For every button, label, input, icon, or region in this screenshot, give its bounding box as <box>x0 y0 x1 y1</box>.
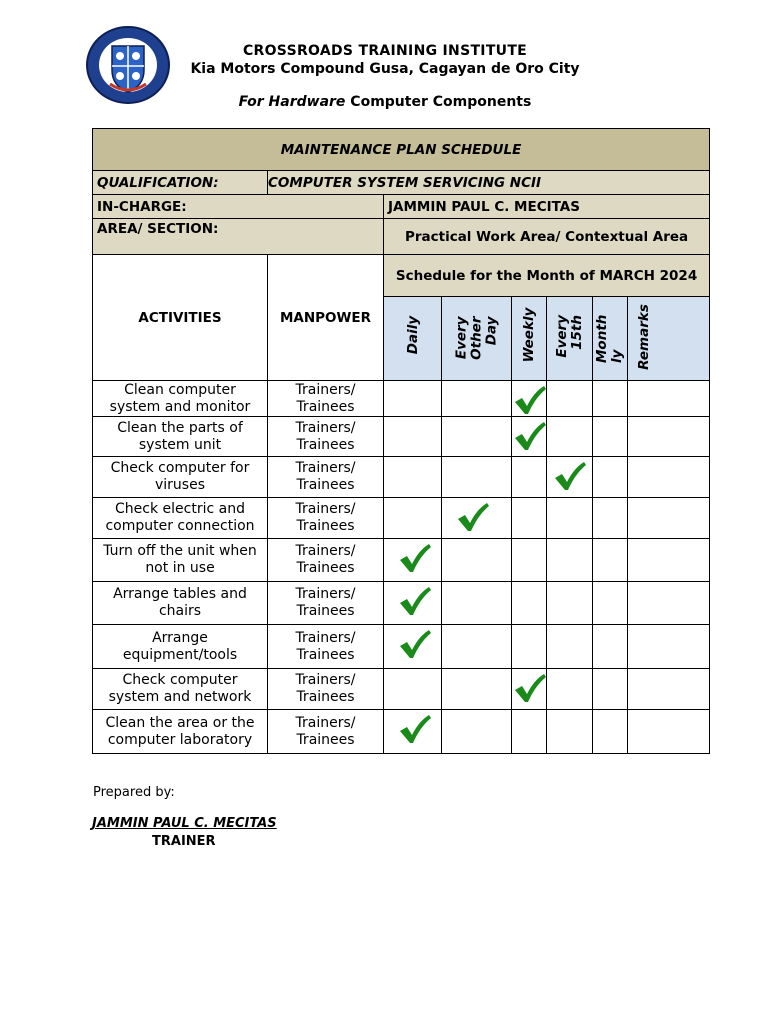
frequency-cell <box>384 539 442 582</box>
manpower-cell: Trainers/ Trainees <box>268 539 384 582</box>
frequency-cell <box>547 498 593 539</box>
frequency-cell <box>442 539 512 582</box>
table-row <box>93 417 710 457</box>
activity-cell: Turn off the unit when not in use <box>93 539 268 582</box>
table-row <box>93 669 710 710</box>
freq-remarks <box>628 297 710 381</box>
check-icon <box>398 585 432 617</box>
table-row <box>93 625 710 669</box>
activity-cell: Check computer for viruses <box>93 457 268 498</box>
subtitle-italic: For Hardware <box>238 94 346 110</box>
manpower-cell: Trainers/ Trainees <box>268 625 384 669</box>
check-icon <box>398 542 432 574</box>
frequency-cell <box>512 539 547 582</box>
frequency-cell <box>593 417 628 457</box>
frequency-cell <box>384 669 442 710</box>
freq-weekly-label: Weekly <box>521 307 537 363</box>
frequency-cell <box>442 669 512 710</box>
activity-cell: Clean computer system and monitor <box>93 381 268 417</box>
frequency-cell <box>628 539 710 582</box>
frequency-cell <box>547 381 593 417</box>
document-subtitle <box>160 94 610 110</box>
incharge-value: JAMMIN PAUL C. MECITAS <box>384 195 710 219</box>
check-icon <box>513 672 547 704</box>
table-row <box>93 381 710 417</box>
frequency-cell <box>442 498 512 539</box>
frequency-cell <box>593 625 628 669</box>
frequency-cell <box>628 457 710 498</box>
institute-address: Kia Motors Compound Gusa, Cagayan de Oro City <box>190 61 580 77</box>
manpower-cell: Trainers/ Trainees <box>268 417 384 457</box>
frequency-cell <box>628 582 710 625</box>
activity-cell: Check electric and computer connection <box>93 498 268 539</box>
prepared-by-label: Prepared by: <box>93 785 175 800</box>
frequency-cell <box>384 625 442 669</box>
qualification-value: COMPUTER SYSTEM SERVICING NCII <box>268 174 542 191</box>
frequency-cell <box>593 457 628 498</box>
freq-remarks-label: Remarks <box>635 304 652 370</box>
frequency-cell <box>547 582 593 625</box>
manpower-cell: Trainers/ Trainees <box>268 498 384 539</box>
frequency-cell <box>547 710 593 754</box>
frequency-cell <box>547 539 593 582</box>
freq-every-other-day-label: Every Other Day <box>453 316 499 360</box>
frequency-cell <box>512 710 547 754</box>
manpower-cell: Trainers/ Trainees <box>268 710 384 754</box>
frequency-cell <box>512 582 547 625</box>
activity-cell: Clean the parts of system unit <box>93 417 268 457</box>
frequency-cell <box>628 417 710 457</box>
activity-cell: Check computer system and network <box>93 669 268 710</box>
table-row <box>93 457 710 498</box>
area-value: Practical Work Area/ Contextual Area <box>384 219 710 255</box>
frequency-cell <box>442 381 512 417</box>
manpower-cell: Trainers/ Trainees <box>268 457 384 498</box>
table-row <box>93 710 710 754</box>
frequency-cell <box>593 710 628 754</box>
freq-daily-label: Daily <box>404 315 421 355</box>
manpower-cell: Trainers/ Trainees <box>268 669 384 710</box>
incharge-row <box>93 195 710 219</box>
institute-logo <box>86 26 170 104</box>
frequency-cell <box>384 417 442 457</box>
frequency-cell <box>512 457 547 498</box>
schedule-header: Schedule for the Month of MARCH 2024 <box>384 255 710 297</box>
check-icon <box>456 501 490 533</box>
frequency-cell <box>512 417 547 457</box>
title-row <box>93 129 710 171</box>
frequency-cell <box>628 625 710 669</box>
activity-cell: Arrange equipment/tools <box>93 625 268 669</box>
qualification-label-text: QUALIFICATION: <box>97 174 219 191</box>
manpower-cell: Trainers/ Trainees <box>268 582 384 625</box>
freq-monthly-label: Monthly <box>594 314 625 363</box>
frequency-cell <box>547 457 593 498</box>
frequency-cell <box>442 710 512 754</box>
frequency-cell <box>593 539 628 582</box>
check-icon <box>398 713 432 745</box>
frequency-cell <box>442 582 512 625</box>
area-row <box>93 219 710 255</box>
frequency-cell <box>628 710 710 754</box>
table-row <box>93 498 710 539</box>
frequency-cell <box>628 381 710 417</box>
check-icon <box>553 460 587 492</box>
frequency-cell <box>512 669 547 710</box>
table-row <box>93 539 710 582</box>
qualification-row <box>93 171 710 195</box>
manpower-header: MANPOWER <box>268 255 384 381</box>
freq-every-other-day <box>442 297 512 381</box>
frequency-cell <box>512 625 547 669</box>
institute-name: CROSSROADS TRAINING INSTITUTE <box>242 43 528 59</box>
frequency-cell <box>593 582 628 625</box>
activity-cell: Clean the area or the computer laboratory <box>93 710 268 754</box>
subtitle-rest: Computer Components <box>345 94 532 110</box>
frequency-cell <box>547 417 593 457</box>
frequency-cell <box>593 669 628 710</box>
frequency-cell <box>384 381 442 417</box>
check-icon <box>513 420 547 452</box>
incharge-label: IN-CHARGE: <box>93 195 384 219</box>
frequency-cell <box>593 498 628 539</box>
frequency-cell <box>628 669 710 710</box>
freq-weekly <box>512 297 547 381</box>
frequency-cell <box>384 498 442 539</box>
qualification-value-cell <box>268 171 710 195</box>
qualification-label <box>93 171 268 195</box>
table-row <box>93 582 710 625</box>
freq-every-15th-label: Every 15th <box>553 315 585 358</box>
manpower-cell: Trainers/ Trainees <box>268 381 384 417</box>
freq-daily <box>384 297 442 381</box>
frequency-cell <box>442 457 512 498</box>
frequency-cell <box>442 417 512 457</box>
freq-monthly <box>593 297 628 381</box>
frequency-cell <box>628 498 710 539</box>
preparer-name: JAMMIN PAUL C. MECITAS <box>92 816 277 831</box>
frequency-cell <box>384 457 442 498</box>
frequency-cell <box>384 710 442 754</box>
frequency-cell <box>547 625 593 669</box>
frequency-cell <box>512 381 547 417</box>
plan-title: MAINTENANCE PLAN SCHEDULE <box>93 129 710 171</box>
maintenance-plan-table <box>92 128 710 754</box>
check-icon <box>513 384 547 416</box>
check-icon <box>398 628 432 660</box>
frequency-cell <box>547 669 593 710</box>
frequency-cell <box>512 498 547 539</box>
frequency-cell <box>384 582 442 625</box>
schedule-row <box>93 255 710 297</box>
frequency-cell <box>593 381 628 417</box>
freq-every-15th <box>547 297 593 381</box>
frequency-cell <box>442 625 512 669</box>
activity-cell: Arrange tables and chairs <box>93 582 268 625</box>
preparer-role: TRAINER <box>152 834 216 849</box>
area-label: AREA/ SECTION: <box>93 219 384 255</box>
activities-header: ACTIVITIES <box>93 255 268 381</box>
